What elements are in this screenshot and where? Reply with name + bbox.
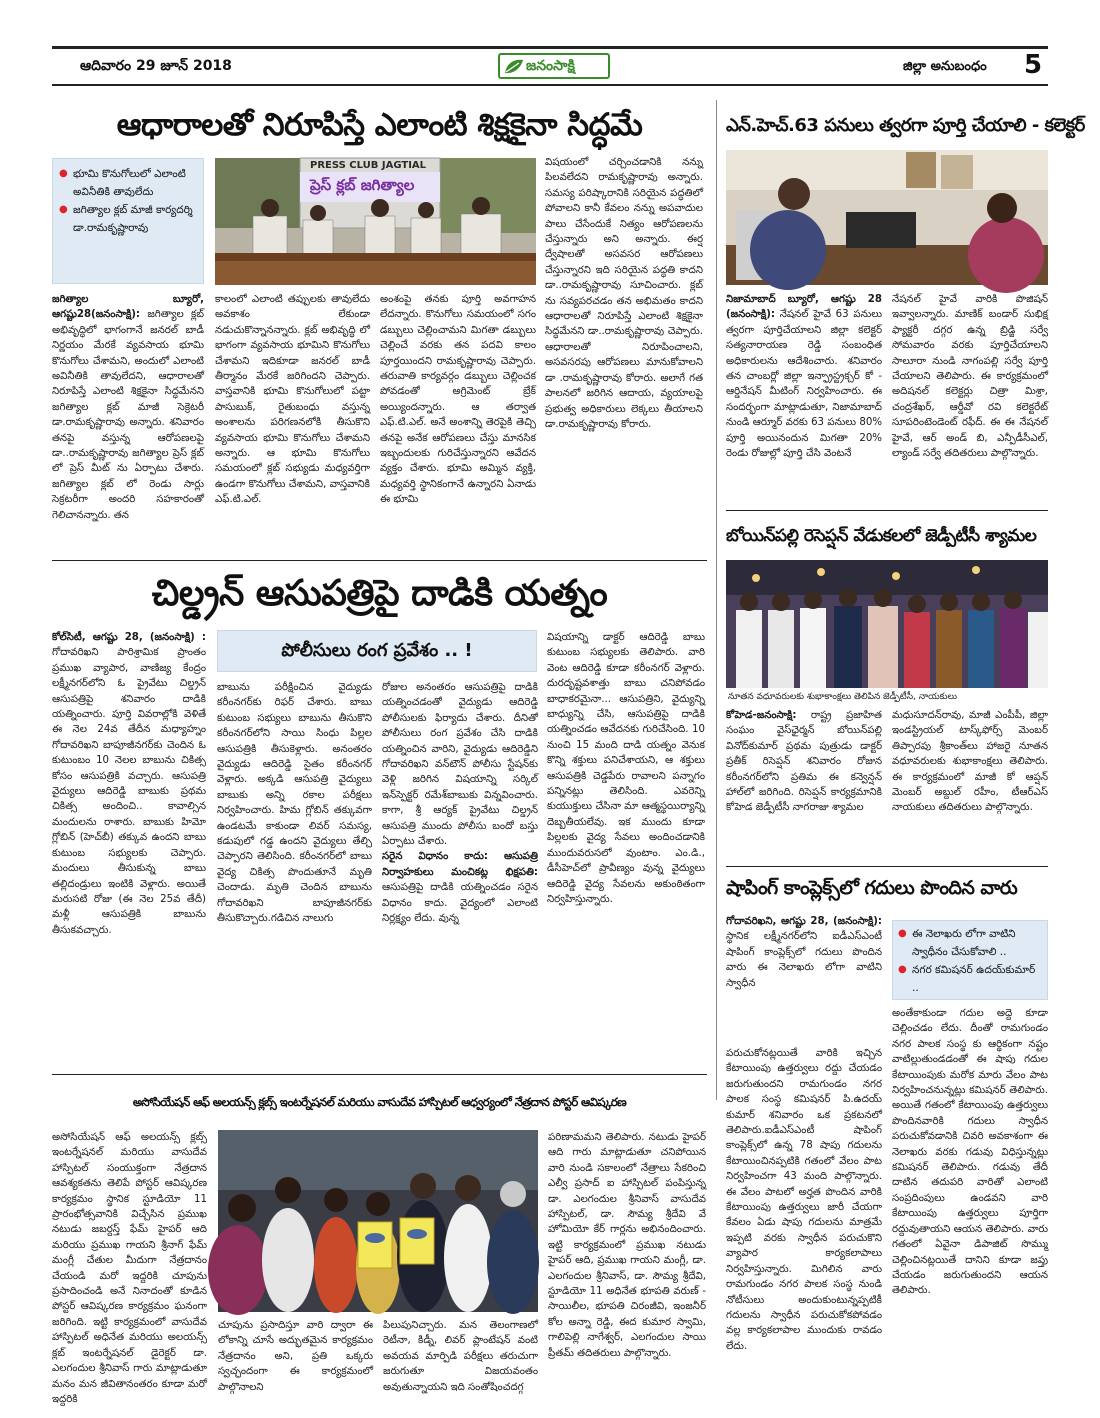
logo-leaf-icon [503,57,525,77]
story1-col1 [52,292,204,552]
story2-col1 [726,292,882,502]
header-top-rule [52,46,1048,49]
story6-col4 [548,1130,706,1386]
story6-col2 [218,1318,373,1393]
story1-bullet-box [52,158,204,284]
story5-bullet-box [892,920,1048,1000]
story1-photo [215,158,536,285]
story1-col1-text: జగిత్యాల బ్యూరో, ఆగష్టు28(జనంసాక్షి): జగిత్యాల క్లబ్ అభివృద్ధిలో భాగంగానే జనరల్ బాడీ నిర్ణయం మేరకే వ్యవసాయ భూమి కొనుగోలు చేశామని, అందులో ఎలాంటి అవినీతికి తావులేదని, ఆధారాలతో నిరూపిస్తే ఎలాంటి శిక్షకైనా సిద్ధమేనని జగిత్యాల క్లబ్ మాజీ సెక్రెటరీ డా.రామకృష్ణారావు అన్నారు. శనివారం తనపై వస్తున్న ఆరోపణలపై డా..రామకృష్ణారావు జగిత్యాల ప్రెస్ క్లబ్ లో ప్రెస్ మీట్ ను ఏర్పాటు చేశారు. జగిత్యాల క్లబ్ లో రెండు సార్లు సెక్రటరీగా అందరి సహకారంతో గెలిచానన్నారు. తన [52,294,204,521]
story6-col4-text: పరిణామమని తెలిపారు. నటుడు హైపర్ ఆది గారు మాట్లాడుతూ చనిపోయిన వారి నుండి సకాలంలో నేత్రాలు సేకరించి ఎల్వీ ప్రసాద్ ఐ హాస్పిటల్ పంపిస్తున్న డా. ఎలగందుల శ్రీనివాస్ వాసుదేవ హాస్పిటల్, డా. సౌమ్య శ్రీదేవి వే హోమియో కేర్ గార్లను అభినందించారు. ఇట్టి కార్యక్రమంలో ప్రముఖ నటుడు హైపర్ ఆది, ప్రముఖ గాయని మంగ్లీ, డా. ఎలగందుల శ్రీనివాస్, డా. సౌమ్య శ్రీదేవి, స్టూడియో 11 అధినేత భూపతి వరుణ్ - సాయిలీల, భూపతి చిరంజీవి, ఇంజనీర్ కోల అన్నా రెడ్డి, ఈద కుమార స్వామి, గాలిపెల్లి నాగేశ్వర్, ఎలగందుల సాయి ప్రీతమ్ తదితరులు పాల్గొన్నారు. [548,1132,706,1359]
story5-col1a-text: గోదావరిఖని, ఆగష్టు 28, (జనంసాక్షి): స్థానిక లక్ష్మీనగర్‌లోని ఐడీఎస్ఎంటీ షాపింగ్ కాంప్లెక్స్‌లో గదులు పొందిన వారు ఈ నెలాఖరు లోగా వాటిని స్వాధీన [726,916,882,989]
story2-col2 [892,292,1048,502]
page-number: 5 [1024,50,1043,80]
story2-photo [726,150,1048,285]
collector-meeting-scene [726,150,1048,285]
story4-top-rule [52,560,707,561]
story3-col2-text: మధుసూదన్‌రావు, మాజీ ఎంపీపీ, జిల్లా ఇండస్ట్రియల్ టాస్క్‌ఫోర్స్ మెంబర్ తిప్పారపు శ్రీకాంత్‌లు హాజరై నూతన వధూవరులకు శుభాకాంక్షలు తెలిపారు. ఈ కార్యక్రమంలో మాజీ కో ఆప్షన్ మెంబర్ అబ్దుల్ రహీం, టీఆర్ఎస్ నాయకులు తదితరులు పాల్గొన్నారు. [892,710,1048,814]
story5-col1a [726,914,882,1046]
story5-top-rule [726,866,1048,867]
story6-col3 [383,1318,538,1393]
story4-col2-text: బాబును పరీక్షించిన వైద్యుడు కరీంనగర్‌కు రిఫర్ చేశారు. బాబు కుటుంబ సభ్యులు బాబును తీసుకొని కరీంనగర్‌లోని సాయి సింధు పిల్లల ఆసుపత్రికి తీసుకెళ్లారు. అనంతరం వైద్యుడు ఆదిరెడ్డి సైతం కరీంనగర్ వెళ్లారు. అక్కడి ఆసుపత్రి వైద్యులు బాబుకు అన్ని రకాల పరీక్షలు నిర్వహించారు. హిమ గ్లోబిన్ తక్కువగా ఉండటమే కాకుండా లివర్ సమస్య, కడుపులో గడ్డ ఉందని వైద్యులు తేల్చి చెప్పారని తెలిసింది. కరీంనగర్‌లో బాబు వైద్య చికిత్స పొందుతూనే మృతి చెందాడు. మృతి చెందిన బాబును గోదావరిఖని బాపూజీనగర్‌కు తీసుకొచ్చారు.గడిచిన నాలుగు [217,682,372,925]
story6-top-rule [52,1074,707,1075]
story3-photo [726,560,1048,688]
story4-col4 [547,630,705,1062]
story4-col2 [217,680,372,1062]
logo-text: జనంసాక్షి [526,58,575,74]
story1-col2 [215,292,370,552]
story6-headline: అసోసియేషన్ ఆఫ్ అలయన్స్ క్లబ్స్ ఇంటర్నేషనల్ మరియు వాసుదేవ హాస్పిటల్ ఆధ్వర్యంలో నేత్రదాన పోస్టర్ ఆవిష్కరణ [132,1095,627,1109]
story2-headline: ఎన్.హెచ్.63 పనులు త్వరగా పూర్తి చేయాలి - కలెక్టర్ [726,115,1085,136]
header-date: ఆదివారం 29 జూన్ 2018 [80,58,232,74]
story3-col2 [892,708,1048,858]
photo-banner-text-te: ప్రెస్ క్లబ్ జగిత్యాల [310,176,415,194]
story3-col1 [726,708,882,858]
col-divider [716,100,717,1100]
story3-col1-text: కోహెడ-జనంసాక్షి: రాష్ట్ర ప్రజాహిత సంఘం వైస్‌ఛైర్మన్ బోయిన్‌పల్లి వినోద్‌కుమార్ ప్రథమ పుత్రుడు డాక్టర్ ప్రతీక్ రిసెప్షన్ శనివారం రోజున కరీంనగర్‌లోని ప్రతిమ ఈ కన్వెన్షన్ హాల్‌లో జరిగింది. రిసెప్షన్ కార్యక్రమానికి కోహెడ జెడ్పీటీసీ నాగరాజు శ్యామల [726,710,882,814]
story5-bullet: ● ఈ నెలాఖరు లోగా వాటిని స్వాధీనం చేసుకోవాలి .. [896,925,1044,961]
story4-col1-text: కోల్‌సిటీ, ఆగష్టు 28, (జనంసాక్షి) : గోదావరిఖని పారిశ్రామిక ప్రాంతం ప్రముఖ వ్యాపార, వాణిజ్య కేంద్రం లక్ష్మీనగర్‌లోని ఓ ప్రైవేటు చిల్డ్రన్ ఆసుపత్రిపై శనివారం దాడికి యత్నించారు. పూర్తి వివరాల్లోకి వెళితే ఈ నెల 24వ తేదీన మధ్యాహ్నం గోదావరిఖని బాపూజీనగర్‌కు చెందిన ఓ కుటుంబం 10 నెలల బాబును చికిత్స కోసం ఆసుపత్రికి వచ్చారు. ఆసుపత్రి వైద్యులు ఆదిరెడ్డి బాబుకు ప్రథమ చికిత్స అందించి.. కావాల్సిన మందులను రాశారు. బాబుకు హిమో గ్లోబిన్ (హెచ్‌బీ) తక్కువ ఉందని బాబు కుటుంబ సభ్యులకు చెప్పారు. మందులు తీసుకున్న బాబు తల్లిదండ్రులు ఇంటికి వెళ్లారు. అయితే మరుసటి రోజు (ఈ నెల 25వ తేదీ) మళ్లీ ఆసుపత్రికి బాబును తీసుకవచ్చారు. [52,632,206,936]
story4-headline: చిల్డ్రన్ ఆసుపత్రిపై దాడికి యత్నం [151,573,608,614]
story5-headline: షాపింగ్ కాంప్లెక్స్‌లో గదులు పొందిన వారు [726,877,1018,899]
story4-col3 [382,680,538,1062]
story6-col2-text: చూపును ప్రసాదిస్తూ వారి ద్వారా ఈ లోకాన్ని చూసే అద్భుతమైన కార్యక్రమం నేత్రదానం అని, ప్రతి ఒక్కరు స్వచ్ఛందంగా ఈ కార్యక్రమంలో పాల్గొనాలని [218,1320,373,1393]
story2-col1-text: నిజామాబాద్ బ్యూరో, ఆగష్టు 28 (జనంసాక్షి): నేషనల్ హైవే 63 పనులు త్వరగా పూర్తిచేయాలని జిల్లా కలెక్టర్ సత్యనారాయణ రెడ్డి సంబంధిత అధికారులను ఆదేశించారు. శనివారం తన చాంబర్లో జిల్లా ఇన్ఫ్రాస్ట్రక్చర్ కో - ఆర్డినేషన్ మీటింగ్ నిర్వహించారు. ఈ సందర్భంగా మాట్లాడుతూ, నిజామాబాద్ నుండి ఆర్మూర్ వరకు 63 పనులు 80% పూర్తి అయినందున మిగతా 20% రెండు రోజుల్లో పూర్తి చేసి వెంటనే [726,294,882,460]
story6-photo [218,1130,538,1312]
masthead-logo [498,53,610,79]
story6-col1-text: అసోసియేషన్ ఆఫ్ అలయన్స్ క్లబ్స్ ఇంటర్నేషనల్ మరియు వాసుదేవ హాస్పిటల్ సంయుక్తంగా నేత్రదాన ఆవశ్యకతను తెలిపే పోస్టర్ ఆవిష్కరణ కార్యక్రమం స్థానిక స్టూడియో 11 ప్రారంభోత్సవానికి విచ్చేసిన ప్రముఖ నటుడు జబర్దస్త్ ఫేమ్ హైపర్ ఆది మరియు ప్రముఖ గాయని శ్రీనాగ్ ఫేమ్ మంగ్లీ చేతుల మీదుగా నేత్రదానం చేయండి మరో ఇద్దరికి చూపును ప్రసాదించండి అనే నినాదంతో కూడిన పోస్టర్ ఆవిష్కరణ కార్యక్రమం ఘనంగా జరిగింది. ఇట్టి కార్యక్రమంలో వాసుదేవ హాస్పిటల్ అధినేత మరియు అలయన్స్ క్లబ్ ఇంటర్నేషనల్ డైరెక్టర్ డా. ఎలగందుల శ్రీనివాస్ గారు మాట్లాడుతూ మనం మన జీవితానంతరం కూడా మరో ఇద్దరికి [52,1132,207,1405]
story5-bullet: ● నగర కమిషనర్ ఉదయ్‌కుమార్ .. [896,961,1044,997]
story1-col2-text: కాలంలో ఎలాంటి తప్పులకు తావులేదు అవకాశం లేకుండా నడుచుకొన్నానన్నారు. క్లబ్ అభివృద్ధి లో భాగంగా వ్యవసాయ భూమిని కొనుగోలు చేశామని ఇదికూడా జనరల్ బాడీ తీర్మానం మేరకే జరిగిందని చెప్పారు. వాస్తవానికి భూమి కొనుగోలులో పట్టా పాసుబుక్, రైతుబంధు వస్తున్న అంశాలను పరిగణనలోకి తీసుకొని వ్యవసాయ భూమి కొనుగోలు చేశామని అన్నారు. ఆ భూమి కొనుగోలు సమయంలో క్లబ్ సభ్యుడు మధ్యవర్తిగా ఉండగా కొనుగోలు చేశామని, వాస్తవానికి ఎఫ్.టి.ఎల్. [215,294,370,506]
story6-col1 [52,1130,207,1405]
story3-headline: బోయిన్‌పల్లి రెసెప్షన్ వేడుకలలో జెడ్పీటీసీ శ్యామల [726,526,1037,546]
header-section: జిల్లా అనుబంధం [903,59,987,74]
story1-col4-text: విషయంలో చర్చించడానికి నన్ను పిలవలేదని రామకృష్ణారావు అన్నారు. సమస్య పరిష్కారానికి సరియైన పద్ధతిలో పోవాలని కానీ కేవలం నన్ను అపవాదుల పాలు చేసేందుకే నిత్యం ఆరోపణలను చేస్తున్నారు అని అన్నారు. ఈర్ష ద్వేషాలతో అసవసర ఆరోపణలు చేస్తున్నారని ఇది సరియైన పద్ధతి కాదని డా..రామకృష్ణారావు సూచించారు. క్లబ్ ను సవ్యపరచడం తన అభిమతం కాదని ఆధారాలతో నిరూపిస్తే ఎలాంటి శిక్షకైనా సిద్ధమేనని డా..రామకృష్ణారావు చెప్పారు. ఆధారాలతో నిరూపించాలని, అసవసరపు ఆరోపణలు మానుకోవాలని డా .రామకృష్ణారావు కోరారు. అలాగే గత పాలనలో జరిగిన ఆదాయ, వ్యయాలపై ప్రభుత్వ అధికారులు లెక్కలు తీయాలని డా.రామకృష్ణారావు కోరారు. [545,157,703,430]
story1-col3 [380,292,536,552]
story2-col2-text: నేషనల్ హైవే వారికి పొజిషన్ ఇవ్వాలన్నారు. మాణిక్ బండార్ సుభిక్ష ఫ్యాక్టరీ దగ్గర ఉన్న బ్రిడ్జి సర్వే సోమవారం వరకు పూర్తిచేయాలని సాలూరా నుండి నాగంపల్లి సర్వే పూర్తి చేయాలని తెలిపారు. ఈ కార్యక్రమంలో అదిషనల్ కలెక్టర్లు చిత్రా మిశ్రా, చంద్రశేఖర్, ఆర్డీవో రవి కలెక్టరేట్ సూపరింటెండెంట్ రఫీద్. ఈ ఈ నేషనల్ హైవే, ఆర్ అండ్ బి, ఎన్పీడీసీఎల్, ల్యాండ్ సర్వే తదితరులు పాల్గొన్నారు. [892,294,1048,460]
story1-bullet: ● భూమి కొనుగోలులో ఎలాంటి అవినీతికి తావులేదు [57,165,199,201]
story4-subhead: పోలీసులు రంగ ప్రవేశం .. ! [281,640,473,661]
story1-bullet: ● జగిత్యాల క్లబ్ మాజీ కార్యదర్శి డా.రామకృష్ణారావు [57,201,199,237]
poster-launch-scene [218,1130,538,1312]
story3-caption: నూతన వధూవరులకు శుభాకాంక్షలు తెలిపిన జెడ్పీటీసీ, నాయకులు [728,692,957,702]
story1-headline: ఆధారాలతో నిరూపిస్తే ఎలాంటి శిక్షకైనా సిద్ధమే [116,107,643,143]
story1-col4 [545,155,703,552]
story5-col2 [892,1006,1048,1386]
story1-col3-text: అంశంపై తనకు పూర్తి అవగాహన లేదన్నారు. కొనుగోలు సమయంలో సగం డబ్బులు చెల్లించామని మిగతా డబ్బులు చెల్లించే వరకు తన పదవి కాలం పూర్తయిందని రామకృష్ణారావు చెప్పారు. తరువాతి కార్యవర్గం డబ్బులు చెల్లించక పోవడంతో అగ్రిమెంట్ బ్రేక్ అయ్యిందన్నారు. ఆ తర్వాత ఎఫ్.టి.ఎల్. అనే అంశాన్ని తెరపైకి తెచ్చి తనపై అనేక ఆరోపణలు చేస్తు మానసిక ఇబ్బందులకు గురిచేస్తున్నారని ఆవేదన వ్యక్తం చేశారు. భూమి అమ్మిన వ్యక్తి, మధ్యవర్తి స్థానికంగానే ఉన్నారని ఏనాడు ఈ భూమి [380,294,536,506]
story4-col1 [52,630,206,1062]
story4-col3-text: రోజుల అనంతరం ఆసుపత్రిపై దాడికి యత్నించడంతో వైద్యుడు ఆదిరెడ్డి పోలీసులకు ఫిర్యాదు చేశారు. దీనితో పోలీసులు రంగ ప్రవేశం చేసి దాడికి యత్నించిన వారిని, వైద్యుడు ఆదిరెడ్డిని గోదావరిఖని వన్‌టౌన్ పోలీసు స్టేషన్‌కు వెళ్లి జరిగిన విషయాన్ని సర్కిల్ ఇన్‌స్పెక్టర్ రమేశ్‌బాబుకు విన్నవించారు. కాగా, శ్రీ ఆర్యక్ ప్రైవేటు చిల్డ్రన్ ఆసుపత్రి ముందు పోలీసు బందో బస్తు ఏర్పాటు చేశారు. సరైన విధానం కాదు: ఆసుపత్రి నిర్వాహకులు మంచికట్ల భిక్షపతి: ఆసుపత్రిపై దాడికి యత్నించడం సరైన విధానం కాదు. వైద్యంలో ఎలాంటి నిర్లక్ష్యం లేదు. వున్న [382,682,538,925]
story3-top-rule [726,510,1048,511]
story5-col1b-text: పరుచుకోనట్లయితే వారికి ఇచ్చిన కేటాయింపు ఉత్తర్వులు రద్దు చేయడం జరుగుతుందని రామగుండం నగర పాలక సంస్థ కమిషనర్ పి.ఉదయ్ కుమార్ శనివారం ఒక ప్రకటనలో తెలిపారు.ఐడీఎస్ఎంటీ షాపింగ్ కాంప్లెక్స్‌లో ఉన్న 78 షాపు గదులను కేటాయించినప్పటికి గతంలో వేలం పాట నిర్వహించగా 43 మంది పాల్గొన్నారు. ఈ వేలం పాటలో అర్హత పొందిన వారికి కేటాయింపు ఉత్తర్వులు జారీ చేయగా కేవలం ఏడు షాపు గదులను మాత్రమే ఇప్పటి వరకు స్వాధీన పరుచుకొని వ్యాపార కార్యకలాపాలు నిర్వహిస్తున్నారు. మిగిలిన వారు రామగుండం నగర పాలక సంస్థ నుండి నోటీసులు అందుకుంటున్నప్పటికీ గదులను స్వాధీన పరుచుకోకపోవడం వల్ల కార్యకలాపాల ముందుకు రావడం లేదు. [726,1048,882,1352]
story6-col3-text: పిలుపునిచ్చారు. మన తెలంగాణలో రెటీనా, కిడ్నీ, లివర్ ప్లాంటేషన్ వంటి అవయవ మార్పిడి పరీక్షలు తరుచుగా జరుగుతూ విజయవంతం అవుతున్నాయని ఇది సంతోషించదగ్గ [383,1320,538,1393]
story5-col2-text: అంతేకాకుండా గదుల అద్దె కూడా చెల్లించడం లేదు. దీంతో రామగుండం నగర పాలక సంస్థ కు ఆర్థికంగా నష్టం వాటిల్లుతుండడంతో ఈ షాపు గదుల కేటాయింపుకు మరోక మారు వేలం పాట నిర్వహించనున్నట్లు కమిషనర్ తెలిపారు. అయితే గతంలో కేటాయింపు ఉత్తర్వులు పొందినవారికి గదులు స్వాధీన పరుచుకోవడానికి చివరి అవకాశంగా ఈ నెలాఖరు వరకు గడువు విధిస్తున్నట్లు కమిషనర్ తెలిపారు. గడువు తేదీ దాటిన తదుపరి వారితో ఎలాంటి సంప్రదింపులు ఉండవని వారి కేటాయింపు ఉత్తర్వులు పూర్తిగా రద్దువుతాయని ఆయన తెలిపారు. వారు గతంలో ఏవైనా డిపాజిట్ సొమ్ము చెల్లించినట్లయితే దానిని కూడా జప్తు చేయడం జరుగుతుందని ఆయన తెలిపారు. [892,1008,1048,1297]
photo-banner-text: PRESS CLUB JAGTIAL [310,160,427,171]
reception-group-scene [726,560,1048,688]
header-bottom-rule [52,84,1048,86]
story4-col4-text: విషయాన్ని డాక్టర్ ఆదిరెడ్డి బాబు కుటుంబ సభ్యులకు తెలిపారు. వారి వెంట ఆదిరెడ్డి కూడా కరీంనగర్ వెళ్లారు. దురదృష్టవశాత్తు బాబు చనిపోవడం బాధాకరమైనా... ఆసుపత్రిని, వైద్యున్ని బాధ్యున్ని చేసి, ఆసుపత్రిపై దాడికి యత్నించడం ఆవేదనకు గురిచేసింది. 10 నుంచి 15 మంది దాడి యత్నం వెనుక కొన్ని శక్తులు పనిచేశాయని, ఆ శక్తులు ఆసుపత్రికి చెడ్డపేరు రావాలని పన్నాగం పన్నినట్లు తెలిసింది. ఎవరెన్ని కుయుక్తులు చేసినా మా ఆత్మస్థయిర్యాన్ని దెబ్బతీయలేవు. ఇక ముందు కూడా పిల్లలకు వైద్య సేవలు అందించడానికి ముందువరుసలో వుంటాం. ఎం.డి., డీసీహెచ్‌లో ప్రావీణ్యం వున్న వైద్యులు ఆదిరెడ్డి వైద్య సేవలను అకుంఠితంగా నిర్వహిస్తున్నారు. [547,632,705,905]
story4-subhead-box [217,630,537,672]
story5-col1b [726,1046,882,1386]
